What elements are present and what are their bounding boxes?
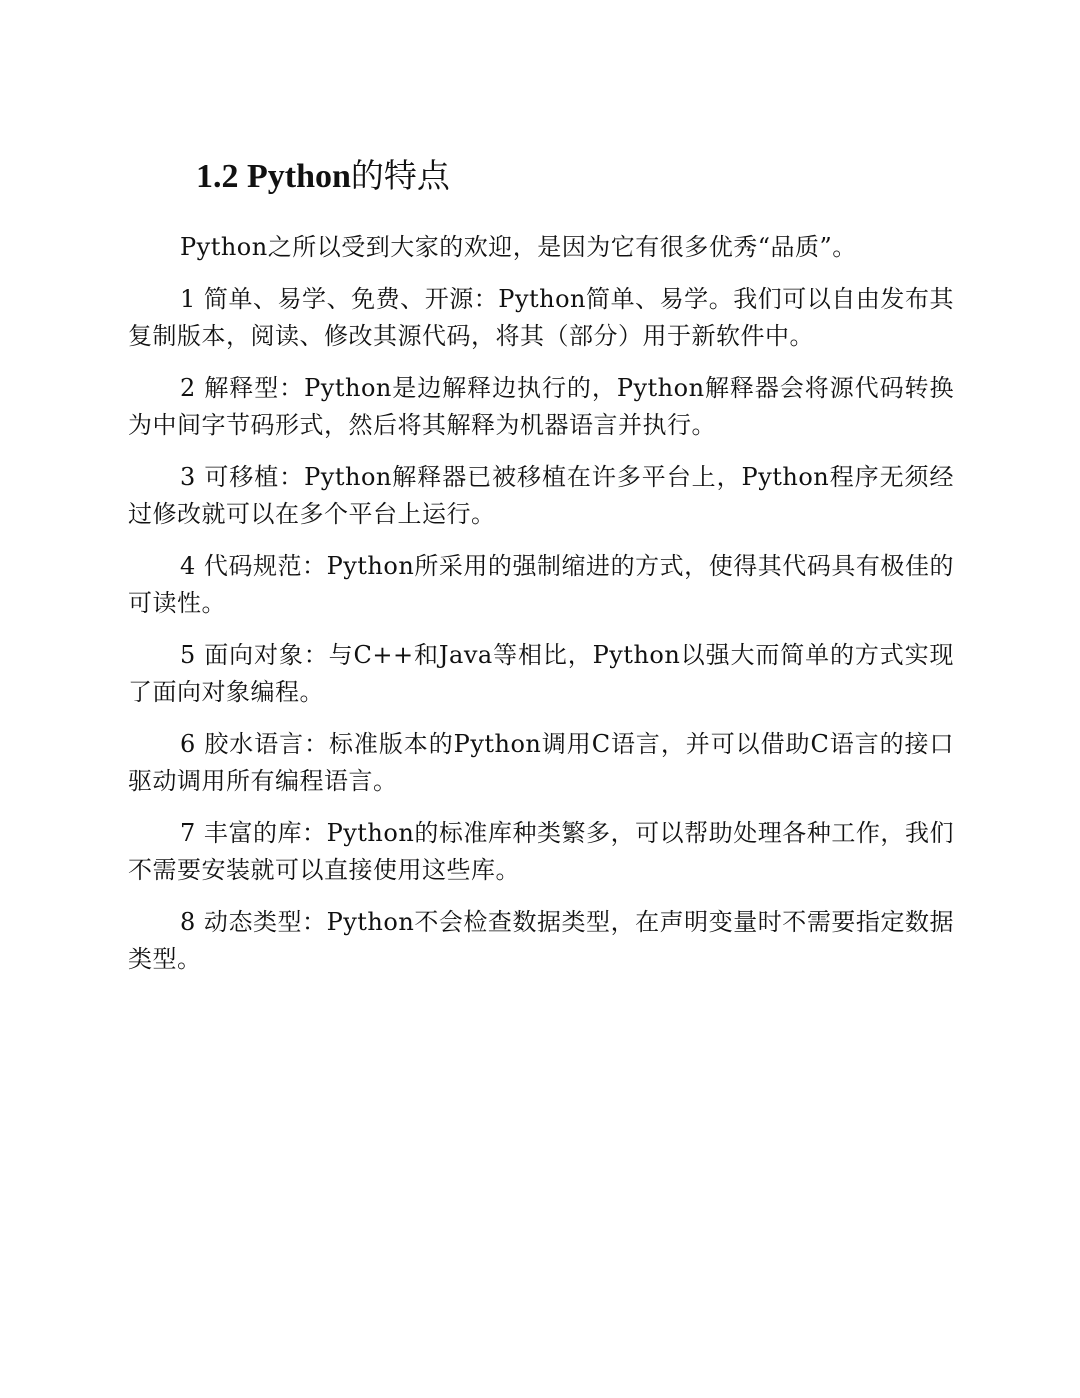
feature-paragraph-4: 4 代码规范：Python所采用的强制缩进的方式，使得其代码具有极佳的可读性。 — [128, 552, 954, 617]
section-heading-text: 的特点 — [350, 156, 450, 195]
feature-paragraph-3: 3 可移植：Python解释器已被移植在许多平台上，Python程序无须经过修改就可以在多个平台上运行。 — [128, 463, 954, 528]
section-heading — [196, 148, 954, 205]
feature-paragraph-8: 8 动态类型：Python不会检查数据类型，在声明变量时不需要指定数据类型。 — [128, 908, 954, 973]
feature-paragraph-5: 5 面向对象：与C++和Java等相比，Python以强大而简单的方式实现了面向对象编程。 — [128, 641, 954, 706]
feature-paragraph-6: 6 胶水语言：标准版本的Python调用C语言，并可以借助C语言的接口驱动调用所有编程语言。 — [128, 730, 954, 795]
document-content — [128, 148, 954, 993]
feature-paragraph-2: 2 解释型：Python是边解释边执行的，Python解释器会将源代码转换为中间字节码形式，然后将其解释为机器语言并执行。 — [128, 374, 954, 439]
feature-paragraph-7: 7 丰富的库：Python的标准库种类繁多，可以帮助处理各种工作，我们不需要安装就可以直接使用这些库。 — [128, 819, 954, 884]
feature-paragraph-1: 1 简单、易学、免费、开源：Python简单、易学。我们可以自由发布其复制版本，阅读、修改其源代码，将其（部分）用于新软件中。 — [128, 285, 954, 350]
intro-paragraph: Python之所以受到大家的欢迎，是因为它有很多优秀“品质”。 — [180, 233, 857, 261]
section-heading-number: 1.2 Python — [196, 158, 351, 195]
